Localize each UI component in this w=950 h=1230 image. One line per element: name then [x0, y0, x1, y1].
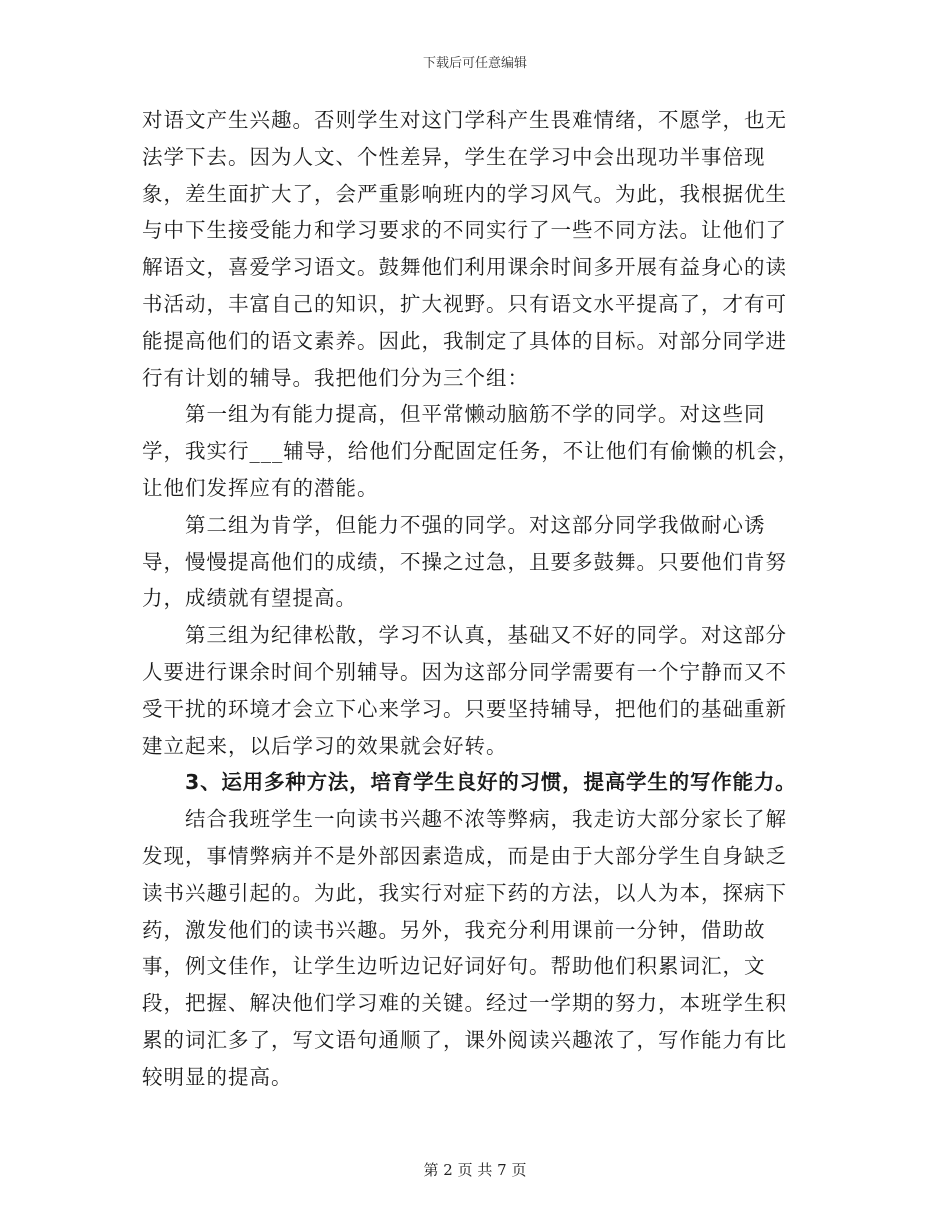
paragraph-group-one: 第一组为有能力提高，但平常懒动脑筋不学的同学。对这些同学，我实行___辅导，给他们分配固定任务，不让他们有偷懒的机会，让他们发挥应有的潜能。 — [142, 402, 800, 500]
paragraph-group-three: 第三组为纪律松散，学习不认真，基础又不好的同学。对这部分人要进行课余时间个别辅导。因为这部分同学需要有一个宁静而又不受干扰的环境才会立下心来学习。只要坚持辅导，把他们的基础重新建立起来，以后学习的效果就会好转。 — [142, 623, 787, 758]
paragraph-group-two: 第二组为肯学，但能力不强的同学。对这部分同学我做耐心诱导，慢慢提高他们的成绩，不操之过急，且要多鼓舞。只要他们肯努力，成绩就有望提高。 — [142, 512, 787, 611]
paragraph-continuation: 对语文产生兴趣。否则学生对这门学科产生畏难情绪，不愿学，也无法学下去。因为人文、个性差异，学生在学习中会出现功半事倍现象，差生面扩大了，会严重影响班内的学习风气。为此，我根据优生与中下生接受能力和学习要求的不同实行了一些不同方法。让他们了解语文，喜爱学习语文。鼓舞他们利用课余时间多开展有益身心的读书活动，丰富自己的知识，扩大视野。只有语文水平提高了，才有可能提高他们的语文素养。因此，我制定了具体的目标。对部分同学进行有计划的辅导。我把他们分为三个组： — [142, 108, 787, 390]
page-number-footer: 第 2 页 共 7 页 — [423, 1161, 527, 1179]
page-header-note: 下载后可任意编辑 — [422, 56, 527, 71]
section-heading-3: 3、运用多种方法，培育学生良好的习惯，提高学生的写作能力。 — [185, 770, 797, 795]
document-body — [142, 102, 802, 1096]
paragraph-writing-ability: 结合我班学生一向读书兴趣不浓等弊病，我走访大部分家长了解发现，事情弊病并不是外部因素造成，而是由于大部分学生自身缺乏读书兴趣引起的。为此，我实行对症下药的方法，以人为本，探病下药，激发他们的读书兴趣。另外，我充分利用课前一分钟，借助故事，例文佳作，让学生边听边记好词好句。帮助他们积累词汇，文段，把握、解决他们学习难的关键。经过一学期的努力，本班学生积累的词汇多了，写文语句通顺了，课外阅读兴趣浓了，写作能力有比较明显的提高。 — [142, 807, 787, 1089]
